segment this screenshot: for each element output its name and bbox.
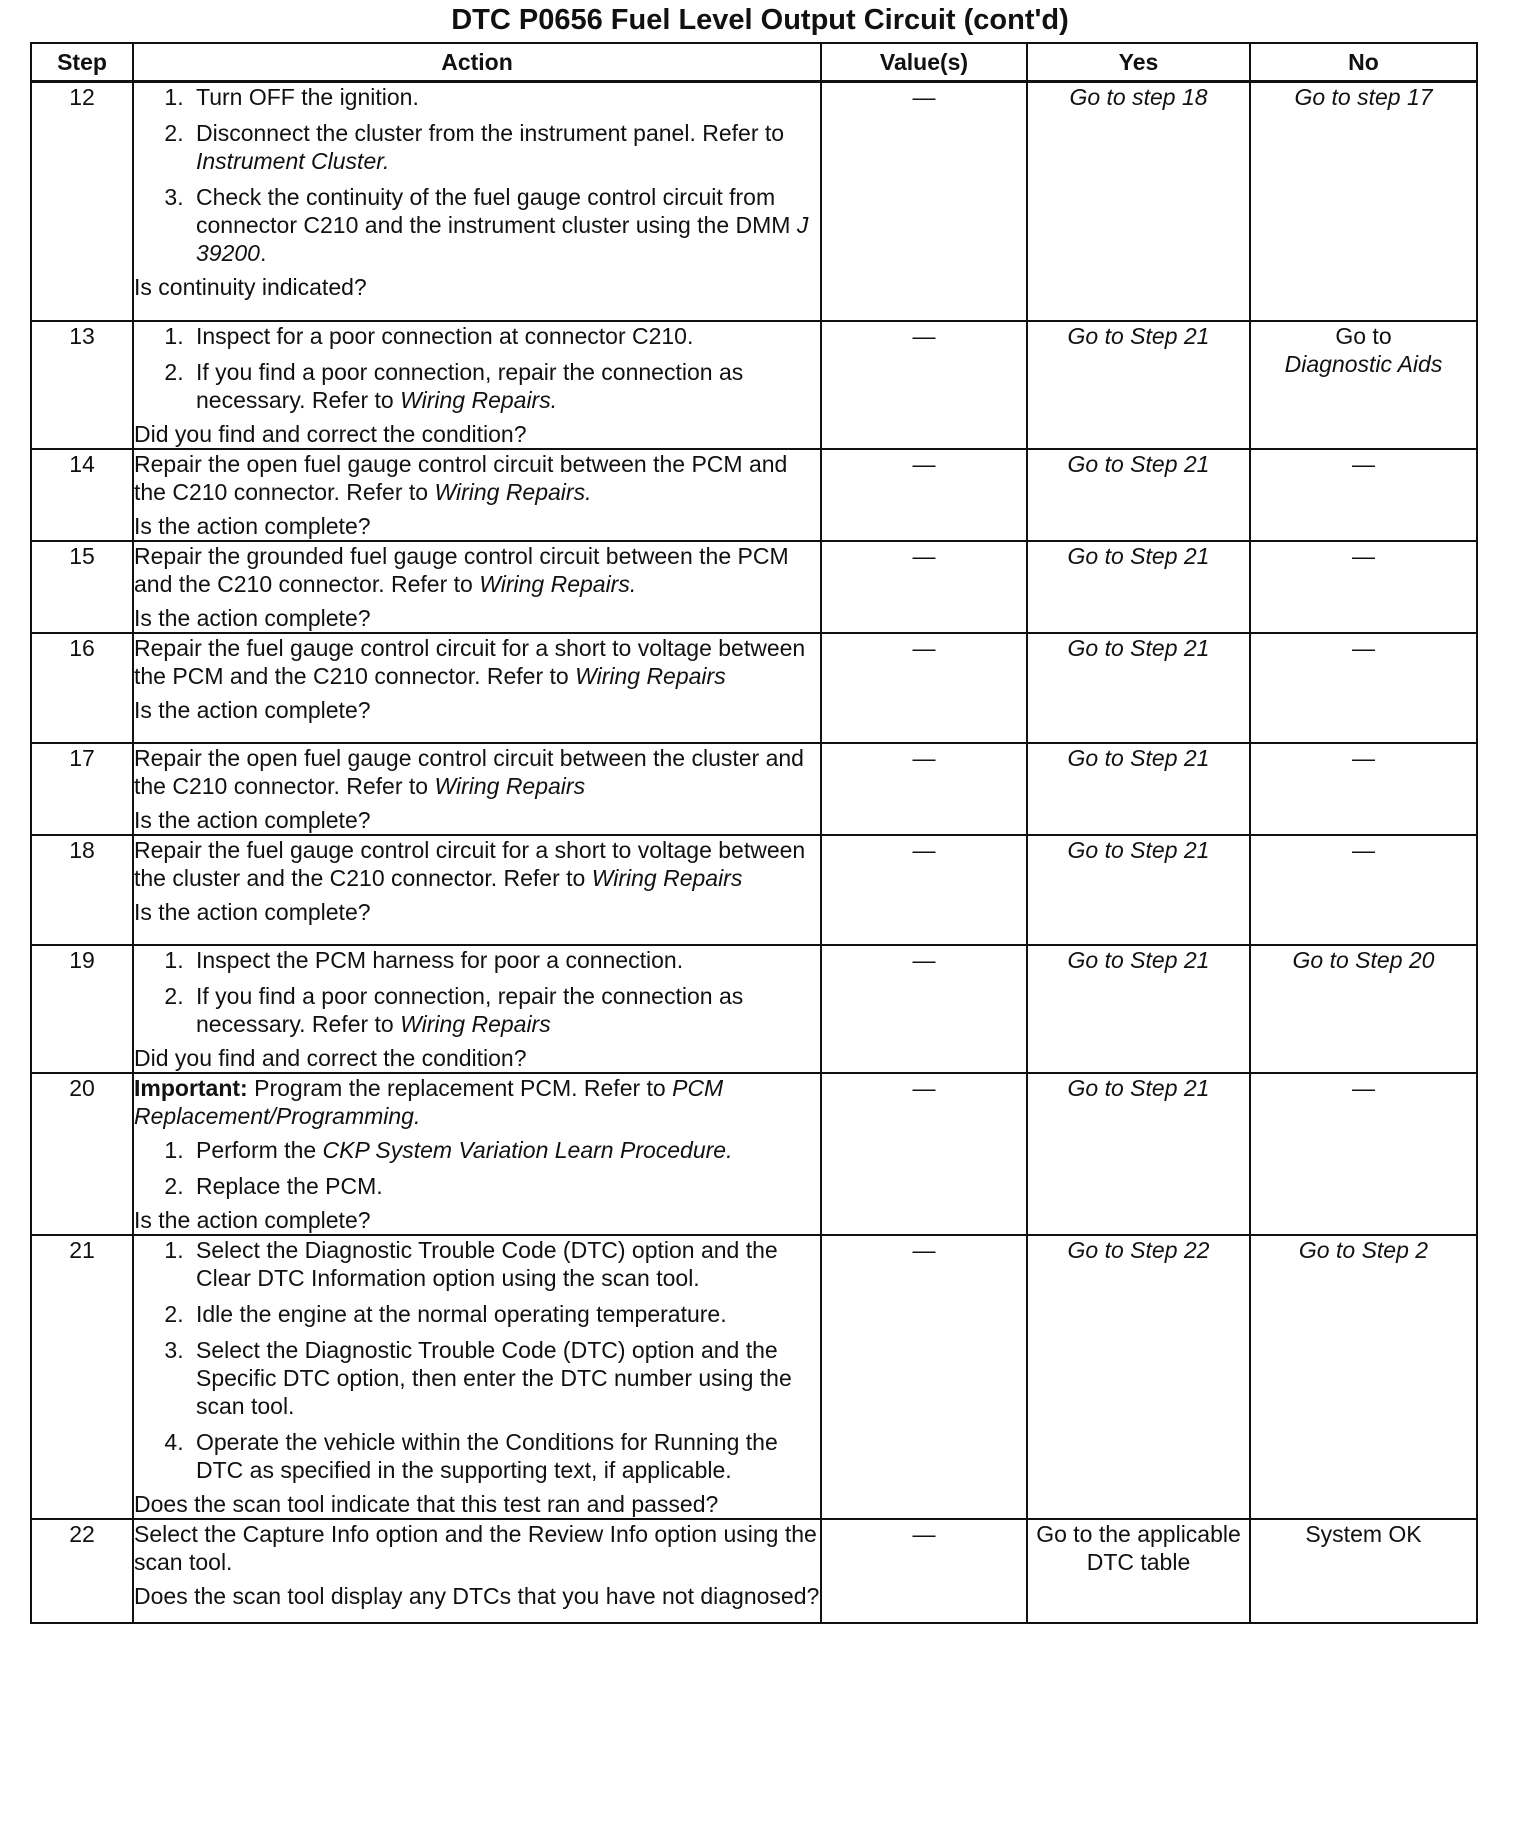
action-cell [133,321,821,449]
yes-result [1027,82,1250,321]
action-text: Repair the fuel gauge control circuit for a short to voltage between the cluster and the C210 connector. Refer to [134,836,806,891]
yes-result [1027,743,1250,835]
reference-text: Wiring Repairs [575,662,726,689]
no-result [1250,1235,1477,1519]
action-step [190,946,820,974]
action-question: Is the action complete? [134,898,371,925]
no-result: — [1250,1073,1477,1235]
yes-result-text: Go to Step 21 [1067,946,1210,973]
action-text: Check the continuity of the fuel gauge control circuit from connector C210 and the instrument cluster using the DMM [196,184,797,238]
action-text: Select the Capture Info option and the Review Info option using the scan tool. [134,1520,817,1575]
action-steps-list [134,83,820,267]
yes-result [1027,321,1250,449]
action-cell [133,1519,821,1623]
reference-text: J 39200 [196,212,809,266]
step-number: 12 [31,82,133,321]
action-cell [133,835,821,945]
action-paragraph [134,744,820,800]
action-text: Inspect for a poor connection at connector C210. [196,322,694,349]
action-step [190,83,820,111]
table-row [31,1519,1477,1623]
step-number: 17 [31,743,133,835]
action-text: Program the replacement PCM. Refer to [247,1074,673,1101]
action-paragraph [134,450,820,506]
action-text: . [259,240,267,266]
yes-result [1027,449,1250,541]
table-row [31,1235,1477,1519]
action-cell [133,743,821,835]
page-title: DTC P0656 Fuel Level Output Circuit (cont'd) [451,4,1069,36]
column-header-values: Value(s) [821,43,1027,82]
action-cell [133,1073,821,1235]
step-number: 20 [31,1073,133,1235]
yes-result-text: Go to Step 21 [1067,542,1210,569]
action-step [190,1236,820,1292]
action-text: Turn OFF the ignition. [196,84,419,110]
diagnostic-table [30,42,1478,1624]
no-result-text: Go to Step 20 [1292,946,1435,973]
no-result [1250,1519,1477,1623]
table-row [31,449,1477,541]
reference-text: Instrument Cluster. [196,148,390,174]
yes-result-text: Go to Step 22 [1067,1236,1210,1263]
value-cell: — [821,541,1027,633]
action-text: Idle the engine at the normal operating temperature. [196,1300,727,1327]
action-cell [133,82,821,321]
action-step [190,1428,820,1484]
action-cell [133,541,821,633]
action-step [190,119,820,175]
column-header-action: Action [133,43,821,82]
action-cell [133,945,821,1073]
action-question: Does the scan tool display any DTCs that you have not diagnosed? [134,1582,820,1609]
important-label: Important: [134,1074,248,1101]
action-question: Is the action complete? [134,806,371,833]
value-cell: — [821,82,1027,321]
yes-result [1027,945,1250,1073]
column-header-yes: Yes [1027,43,1250,82]
value-cell: — [821,945,1027,1073]
yes-result-text: Go to the applicable DTC table [1036,1520,1241,1575]
action-step [190,982,820,1038]
reference-text: Wiring Repairs. [400,386,558,413]
table-row [31,82,1477,321]
step-number: 19 [31,945,133,1073]
action-question: Is the action complete? [134,1206,371,1233]
table-row [31,835,1477,945]
action-step [190,1136,820,1164]
no-result-text: Go to [1335,322,1392,349]
step-number: 13 [31,321,133,449]
table-row [31,541,1477,633]
reference-text: Wiring Repairs. [479,570,637,597]
reference-text: Wiring Repairs [591,864,743,891]
step-number: 14 [31,449,133,541]
value-cell: — [821,321,1027,449]
action-step [190,183,820,267]
action-text: Inspect the PCM harness for poor a connection. [196,946,684,973]
yes-result [1027,1235,1250,1519]
value-cell: — [821,1519,1027,1623]
yes-result-text: Go to step 18 [1069,84,1208,110]
value-cell: — [821,743,1027,835]
yes-result [1027,1073,1250,1235]
yes-result [1027,633,1250,743]
action-text: Repair the open fuel gauge control circuit between the cluster and the C210 connector. Refer to [134,744,804,799]
action-paragraph [134,836,820,892]
action-text: Replace the PCM. [196,1172,383,1199]
reference-text: PCM Replacement/Programming. [134,1074,724,1129]
column-header-no: No [1250,43,1477,82]
action-question: Is the action complete? [134,604,371,631]
no-result [1250,82,1477,321]
action-text: If you find a poor connection, repair the connection as necessary. Refer to [196,358,744,413]
reference-text: Wiring Repairs. [434,478,592,505]
column-header-step: Step [31,43,133,82]
action-step [190,1300,820,1328]
value-cell: — [821,1073,1027,1235]
action-paragraph [134,1074,820,1130]
table-row [31,633,1477,743]
action-text: Disconnect the cluster from the instrument panel. Refer to [196,120,785,146]
action-text: Repair the open fuel gauge control circuit between the PCM and the C210 connector. Refer to [134,450,788,505]
yes-result [1027,1519,1250,1623]
yes-result-text: Go to Step 21 [1067,450,1210,477]
action-step [190,1172,820,1200]
yes-result-text: Go to Step 21 [1067,1074,1210,1101]
action-text: Repair the grounded fuel gauge control circuit between the PCM and the C210 connector. Refer to [134,542,789,597]
action-question: Is the action complete? [134,696,371,723]
header-row [31,43,1477,82]
yes-result-text: Go to Step 21 [1067,836,1210,863]
action-step [190,358,820,414]
step-number: 21 [31,1235,133,1519]
action-text: Operate the vehicle within the Conditions for Running the DTC as specified in the supporting text, if applicable. [196,1428,778,1483]
table-row [31,321,1477,449]
yes-result-text: Go to Step 21 [1067,634,1210,661]
reference-text: Wiring Repairs [400,1010,551,1037]
no-result-text: Diagnostic Aids [1284,350,1443,377]
no-result: — [1250,633,1477,743]
reference-text: Wiring Repairs [434,772,586,799]
action-steps-list [134,1136,820,1200]
action-paragraph [134,542,820,598]
table-row [31,945,1477,1073]
value-cell: — [821,1235,1027,1519]
no-result-text: Go to step 17 [1294,84,1433,110]
yes-result [1027,541,1250,633]
no-result [1250,945,1477,1073]
action-steps-list [134,946,820,1038]
action-text: Select the Diagnostic Trouble Code (DTC) option and the Specific DTC option, then enter the DTC number using the scan tool. [196,1336,792,1419]
action-question: Did you find and correct the condition? [134,420,527,447]
no-result-text: Go to Step 2 [1298,1236,1429,1263]
value-cell: — [821,449,1027,541]
action-text: Perform the [196,1136,323,1163]
no-result-text: System OK [1305,1520,1422,1547]
action-question: Does the scan tool indicate that this test ran and passed? [134,1490,719,1517]
action-step [190,322,820,350]
action-text: Select the Diagnostic Trouble Code (DTC) option and the Clear DTC Information option using the scan tool. [196,1236,778,1291]
step-number: 18 [31,835,133,945]
action-step [190,1336,820,1420]
action-question: Did you find and correct the condition? [134,1044,527,1071]
action-cell [133,449,821,541]
action-text: Repair the fuel gauge control circuit for a short to voltage between the PCM and the C210 connector. Refer to [134,634,806,689]
yes-result-text: Go to Step 21 [1067,322,1210,349]
action-steps-list [134,1236,820,1484]
no-result: — [1250,835,1477,945]
no-result: — [1250,449,1477,541]
action-paragraph [134,1520,820,1576]
action-question: Is continuity indicated? [134,274,367,300]
value-cell: — [821,633,1027,743]
reference-text: CKP System Variation Learn Procedure. [322,1136,733,1163]
action-cell [133,633,821,743]
action-question: Is the action complete? [134,512,371,539]
table-row [31,743,1477,835]
step-number: 15 [31,541,133,633]
action-cell [133,1235,821,1519]
no-result [1250,321,1477,449]
yes-result [1027,835,1250,945]
step-number: 16 [31,633,133,743]
no-result: — [1250,743,1477,835]
action-steps-list [134,322,820,414]
action-paragraph [134,634,820,690]
action-text: If you find a poor connection, repair the connection as necessary. Refer to [196,982,744,1037]
value-cell: — [821,835,1027,945]
yes-result-text: Go to Step 21 [1067,744,1210,771]
step-number: 22 [31,1519,133,1623]
no-result: — [1250,541,1477,633]
table-row [31,1073,1477,1235]
